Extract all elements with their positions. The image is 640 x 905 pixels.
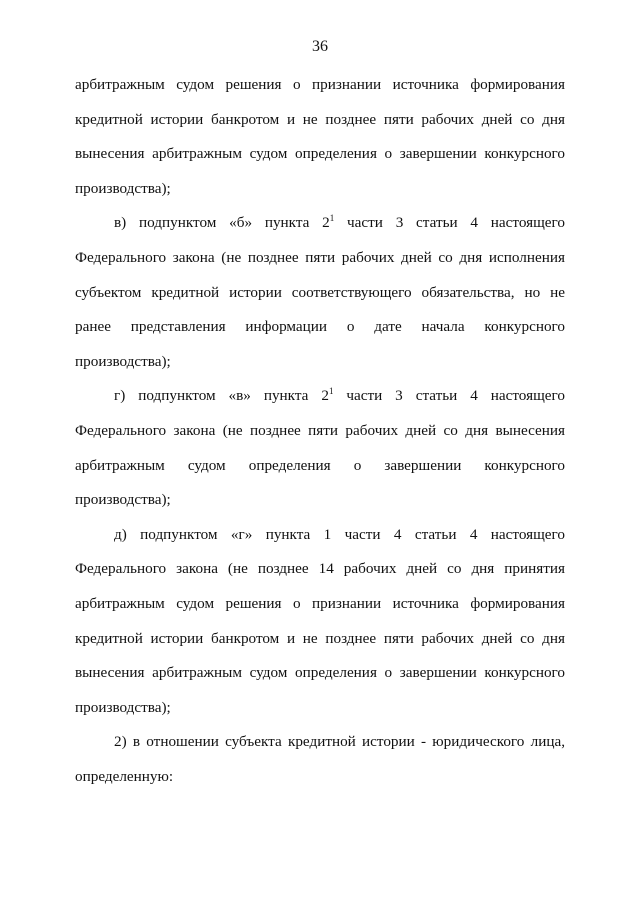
text-segment: части 3 статьи 4 настоящего bbox=[334, 214, 565, 232]
text-line: вынесения арбитражным судом определения о завершении конкурсного bbox=[75, 145, 565, 163]
text-line: ранее представления информации о дате начала конкурсного bbox=[75, 318, 565, 336]
text-line: кредитной истории банкротом и не позднее пяти рабочих дней со дня bbox=[75, 629, 565, 647]
text-line: Федерального закона (не позднее пяти рабочих дней со дня исполнения bbox=[75, 248, 565, 266]
superscript: 1 bbox=[329, 213, 335, 224]
superscript: 1 bbox=[328, 386, 334, 397]
text-line-with-superscript bbox=[75, 206, 565, 241]
page-number: 36 bbox=[312, 38, 328, 55]
paragraph-item-g bbox=[75, 379, 565, 517]
text-line: арбитражным судом решения о признании источника формирования bbox=[75, 594, 565, 612]
text-line: определенную: bbox=[75, 767, 174, 785]
text-line: Федерального закона (не позднее 14 рабочих дней со дня принятия bbox=[75, 560, 565, 578]
text-segment: части 3 статьи 4 настоящего bbox=[333, 387, 565, 405]
text-line: арбитражным судом определения о завершении конкурсного bbox=[75, 456, 565, 474]
paragraph-item-d bbox=[75, 518, 565, 726]
text-line: производства); bbox=[75, 179, 171, 197]
paragraph-item-2 bbox=[75, 725, 565, 794]
paragraph-item-v bbox=[75, 206, 565, 379]
text-line: 2) в отношении субъекта кредитной истории - юридического лица, bbox=[114, 733, 565, 751]
text-line: кредитной истории банкротом и не позднее пяти рабочих дней со дня bbox=[75, 110, 565, 128]
text-line: Федерального закона (не позднее пяти рабочих дней со дня вынесения bbox=[75, 421, 565, 439]
text-segment: в) подпунктом «б» пункта 2 bbox=[114, 214, 330, 232]
text-segment: г) подпунктом «в» пункта 2 bbox=[114, 387, 329, 405]
text-line: производства); bbox=[75, 491, 171, 509]
text-line: производства); bbox=[75, 352, 171, 370]
text-line: д) подпунктом «г» пункта 1 части 4 статьи 4 настоящего bbox=[114, 525, 565, 543]
text-line: арбитражным судом решения о признании источника формирования bbox=[75, 76, 565, 93]
text-line: субъектом кредитной истории соответствующего обязательства, но не bbox=[75, 283, 565, 301]
document-body bbox=[75, 68, 565, 794]
text-line: производства); bbox=[75, 698, 171, 716]
text-line-with-superscript bbox=[75, 379, 565, 414]
paragraph-continuation bbox=[75, 68, 565, 206]
text-line: вынесения арбитражным судом определения о завершении конкурсного bbox=[75, 664, 565, 682]
